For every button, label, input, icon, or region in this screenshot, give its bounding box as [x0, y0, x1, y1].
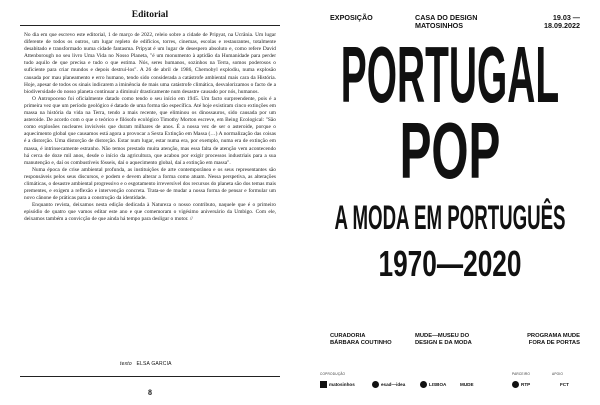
dates [515, 14, 580, 30]
matosinhos-logo-text: matosinhos [329, 381, 355, 387]
lisboa-mark-icon [420, 381, 427, 388]
rtp-logo-text: RTP [521, 381, 531, 387]
bottom-rule [20, 376, 280, 377]
program-line-1: PROGRAMA MUDE [527, 333, 580, 339]
matosinhos-mark-icon [320, 381, 327, 388]
exhibition-label [330, 14, 400, 22]
museum-line-2: DESIGN E DA MODA [415, 339, 472, 346]
advert-page [300, 0, 600, 405]
lisboa-logo-text: LISBOA [429, 381, 447, 387]
editorial-body [24, 32, 276, 224]
section-title: Editorial [131, 10, 169, 20]
signature-label: texto [120, 361, 132, 367]
esad-mark-icon [372, 381, 379, 388]
esad-logo [372, 380, 405, 388]
curator-name: BÁRBARA COUTINHO [330, 339, 392, 346]
page-number: 8 [148, 388, 152, 397]
poster-line-pop: POP [399, 106, 501, 197]
poster-line-subtitle: A MODA EM PORTUGUÊS [334, 198, 566, 237]
paragraph: No dia em que escrevo este editorial, 1 de março de 2022, releio sobre a cidade de Pripyat, na Ucrânia. Um lugar diferente de todos os outros, um lugar repleto de edifícios, torres, cinemas, escolas e restaurantes, totalmente desabitado e transformado numa cidade fantasma. Pripyat é um lugar de desespero absoluto e, como refere David Attenborough no seu livro Uma Vida no Nosso Planeta, "é um monumento à aptidão da Humanidade para perder tudo aquilo de que precisa e tudo o que estima. Nós, seres humanos, sozinhos na Terra, somos poderosos o suficiente para criar mundos e depois destruí-los". A 26 de abril de 1986, Chernobyl explodiu, numa explosão causada por mau planeamento e erro humano, tendo sido considerada a catástrofe ambiental mais cara da História. Hoje, apesar de todos os sinais indicarem a iminência de mais uma catástrofe climática, desvalorizamos o facto de a biodiversidade do nosso planeta continuar a diminuir drasticamente num desastre causado por nós, humanos. [24, 32, 276, 95]
support-label: APOIO [552, 372, 564, 376]
paragraph: Enquanto revista, deixamos nesta edição dedicada à Natureza o nosso contributo, naquele que é o primeiro episódio de quatro que vamos editar este ano e que comemoram o vigésimo aniversário da Umbigo. Com ele, deixamos também a convicção de que ainda há tempo para desligar o motor. // [24, 202, 276, 223]
program-credit [505, 333, 580, 347]
rtp-mark-icon [512, 381, 519, 388]
sponsor-logos [320, 372, 590, 398]
exhibition-text: EXPOSIÇÃO [330, 13, 373, 22]
curator-credit [330, 333, 410, 347]
poster-line-portugal: PORTUGAL [340, 36, 560, 121]
lisboa-logo [420, 380, 446, 388]
fct-logo [560, 380, 569, 388]
top-rule [20, 25, 280, 26]
fct-logo-text: FCT [560, 381, 569, 387]
mude-logo [460, 380, 474, 388]
rtp-logo [512, 380, 530, 388]
venue [415, 14, 505, 30]
dates-line-1: 19.03 — [552, 13, 580, 22]
venue-line-1: CASA DO DESIGN [415, 13, 478, 22]
curator-label: CURADORIA [330, 333, 366, 339]
author-signature [120, 361, 172, 367]
program-line-2: FORA DE PORTAS [528, 339, 580, 346]
signature-author: ELSA GARCIA [136, 361, 172, 367]
venue-line-2: MATOSINHOS [415, 21, 464, 31]
poster-title [300, 36, 600, 296]
matosinhos-logo [320, 380, 355, 388]
mude-logo-text: MUDE [460, 381, 474, 387]
paragraph: Numa época de crise ambiental profunda, as instituições de arte contemporânea e os seus representantes são responsáveis pelos seus discursos, e podem e devem alterar a forma como atuam. Nessa perspetiva, as alterações climáticas, o desastre ambiental progressivo e o esgotamento irreversível dos recursos do planeta são dos temas mais prementes, e exigem a reflexão e intervenção concreta. Trata-se de mudar a nossa forma de pensar e formular um novo cânone de práticas para a construção da identidade. [24, 166, 276, 202]
paragraph: O Antropoceno foi oficialmente datado como tendo o seu início em 1945. Um facto surpreendente, pois é a primeira vez que um período geológico é datado de uma forma tão específica. Até hoje existiram cinco extinções em massa na história da vida na Terra, tendo a mais recente, que eliminou os dinossauros, sido causada por um asteroide. De acordo com o que o teórico e filósofo ecológico Timothy Morton escreve, em Being Ecological: "São como explosões nucleares invisíveis que duram milhares de anos. É a nossa vez de ser o asteroide, porque o aquecimento global que causamos está agora a provocar a Sexta Extinção em Massa (…) A normalização das coisas é a distorção. Uma distorção de distorção. Estar num lugar, estar numa era, por exemplo, numa era de extinção em massa, é intrinsecamente estranho. Não temos prestado muita atenção, mas essa falta de atenção vem acontecendo há cerca de doze mil anos, desde o início da agricultura, que acabou por exigir processos industriais para a sua manutenção e, daí os combustíveis fósseis, daí o aquecimento global, daí a extinção em massa". [24, 95, 276, 166]
poster-line-years: 1970—2020 [378, 245, 522, 285]
esad-logo-text: esad—idea [381, 381, 406, 387]
museum-credit [415, 333, 500, 347]
partner-label: PARCEIRO [512, 372, 531, 376]
coproduction-label: COPRODUÇÃO [320, 372, 346, 376]
dates-line-2: 18.09.2022 [544, 21, 580, 31]
museum-line-1: MUDE—MUSEU DO [415, 333, 470, 339]
